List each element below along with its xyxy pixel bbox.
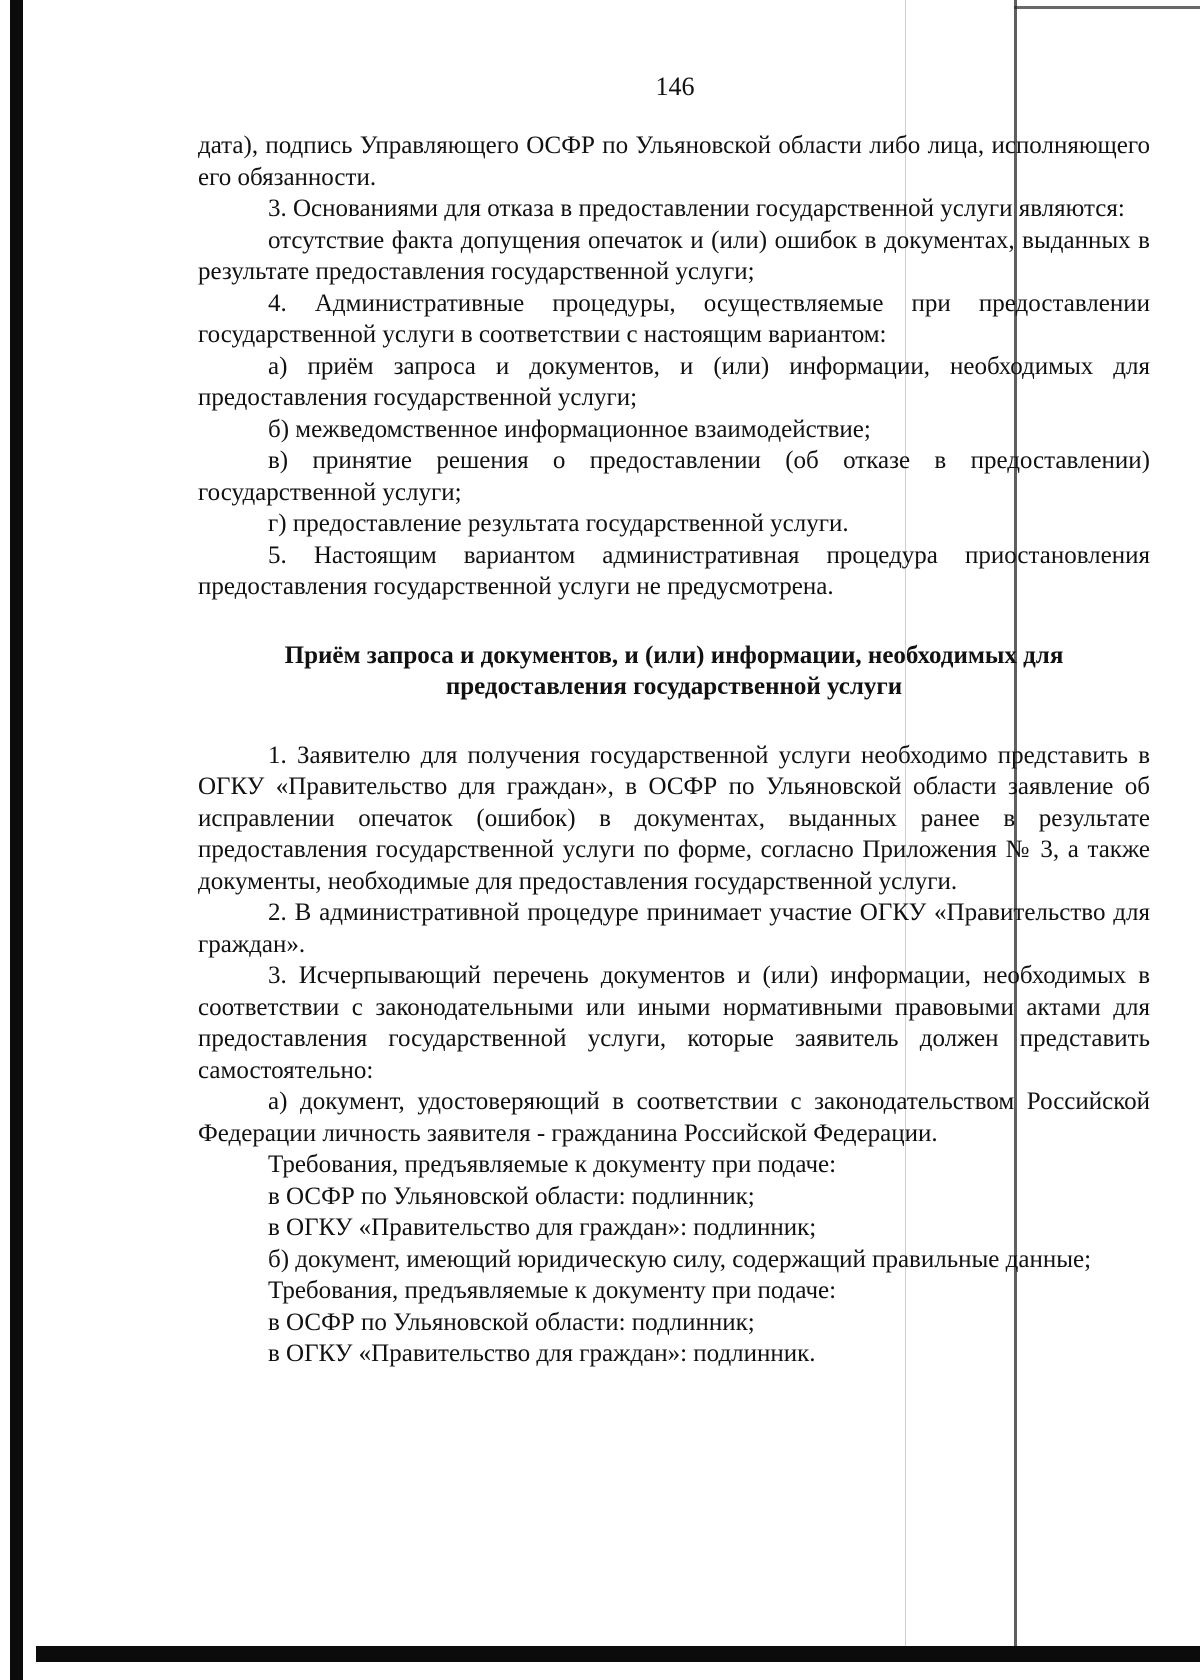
scan-top-rule (1014, 6, 1200, 9)
paragraph: 2. В административной процедуре принимает участие ОГКУ «Правительство для граждан». (198, 899, 1150, 958)
paragraph: 3. Исчерпывающий перечень документов и (или) информации, необходимых в соответствии с законодательными или иными нормативными правовыми актами для предоставления государственной услуги, которые заявитель должен представить самостоятельно: (198, 962, 1150, 1084)
section-heading: Приём запроса и документов, и (или) информации, необходимых для предоставления государственной услуги (284, 641, 1064, 700)
paragraph: в ОГКУ «Правительство для граждан»: подлинник. (268, 1340, 816, 1367)
scan-bottom-edge (36, 1646, 1200, 1662)
list-item: а) приём запроса и документов, и (или) информации, необходимых для предоставления государственной услуги; (198, 352, 1150, 411)
paragraph: в ОСФР по Ульяновской области: подлинник; (268, 1182, 755, 1210)
paragraph: 5. Настоящим вариантом административная процедура приостановления предоставления государственной услуги не предусмотрена. (198, 541, 1150, 600)
paragraph: в ОСФР по Ульяновской области: подлинник; (268, 1308, 755, 1336)
paragraph: в ОГКУ «Правительство для граждан»: подлинник; (268, 1214, 817, 1241)
paragraph: 3. Основаниями для отказа в предоставлении государственной услуги являются: (268, 195, 1125, 222)
paragraph: Требования, предъявляемые к документу при подаче: (268, 1151, 837, 1178)
paragraph: 4. Административные процедуры, осуществляемые при предоставлении государственной услуги в соответствии с настоящим вариантом: (198, 289, 1150, 348)
list-item: а) документ, удостоверяющий в соответствии с законодательством Российской Федерации личность заявителя - гражданина Российской Федерации. (198, 1088, 1150, 1147)
paragraph: отсутствие факта допущения опечаток и (или) ошибок в документах, выданных в результате предоставления государственной услуги; (198, 226, 1150, 285)
list-item: в) принятие решения о предоставлении (об отказе в предоставлении) государственной услуги; (198, 447, 1150, 506)
scan-left-edge (10, 0, 23, 1680)
list-item: б) документ, имеющий юридическую силу, содержащий правильные данные; (268, 1245, 1092, 1273)
paragraph: 1. Заявителю для получения государственной услуги необходимо представить в ОГКУ «Правительство для граждан», в ОСФР по Ульяновской области заявление об исправлении опечаток (ошибок) в документах, выданных ранее в результате предоставления государственной услуги по форме, согласно Приложения № 3, а также документы, необходимые для предоставления государственной услуги. (198, 741, 1150, 895)
paragraph: Требования, предъявляемые к документу при подаче: (268, 1277, 837, 1304)
list-item: г) предоставление результата государственной услуги. (268, 510, 849, 537)
page-number: 146 (655, 72, 695, 101)
paragraph: дата), подпись Управляющего ОСФР по Ульяновской области либо лица, исполняющего его обязанности. (198, 132, 1150, 191)
paragraphs-top (198, 130, 1150, 603)
document-body (198, 130, 1150, 1370)
list-item: б) межведомственное информационное взаимодействие; (268, 415, 871, 443)
paragraphs-bottom (198, 740, 1150, 1370)
